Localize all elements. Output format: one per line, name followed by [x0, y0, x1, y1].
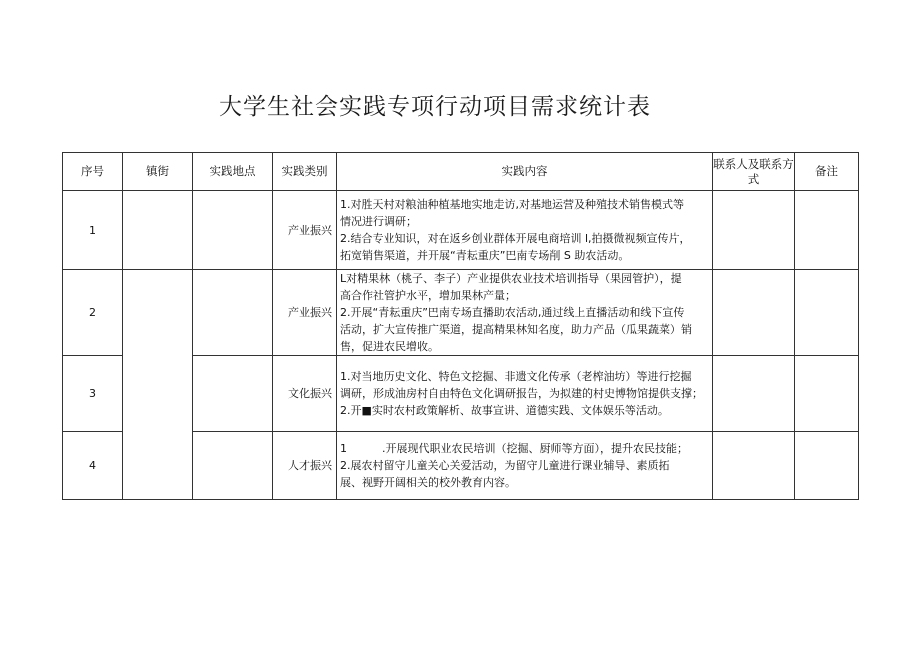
header-town: 镇街: [123, 153, 193, 191]
content-line: 售，促进农民增收。: [340, 340, 439, 353]
category-cell: 产业振兴: [273, 191, 337, 270]
header-location: 实践地点: [193, 153, 273, 191]
content-line: 1.对当地历史文化、特色文挖掘、非遗文化传承（老榨油坊）等进行挖掘: [340, 370, 692, 383]
location-cell: [193, 191, 273, 270]
town-cell: [123, 191, 193, 270]
table-header-row: [63, 153, 859, 191]
content-cell: [337, 191, 713, 270]
content-cell: [337, 356, 713, 432]
town-cell: [123, 270, 193, 500]
content-line: 拓宽销售渠道，并开展“青耘重庆”巴南专场削 S 助农活动。: [340, 249, 630, 262]
content-line: 2.结合专业知识，对在返乡创业群体开展电商培训 l,拍摄微视频宣传片，: [340, 232, 691, 245]
remark-cell: [795, 270, 859, 356]
content-line: 2.开■实时农村政策解析、故事宣讲、道德实践、文体娱乐等活动。: [340, 404, 669, 417]
requirements-table: [62, 152, 859, 500]
location-cell: [193, 356, 273, 432]
row-number: 3: [63, 356, 123, 432]
content-line: 1.对胜天村对粮油种植基地实地走访,对基地运营及种殖技术销售模式等: [340, 198, 684, 211]
remark-cell: [795, 191, 859, 270]
category-cell: 人才振兴: [273, 432, 337, 500]
location-cell: [193, 432, 273, 500]
row-number: 4: [63, 432, 123, 500]
header-content: 实践内容: [337, 153, 713, 191]
content-cell: [337, 270, 713, 356]
content-line: 展、视野开阔相关的校外教育内容。: [340, 476, 516, 489]
content-line: 2.开展“青耘重庆”巴南专场直播助农活动,通过线上直播活动和线下宣传: [340, 306, 685, 319]
table-row: [63, 270, 859, 356]
contact-cell: [713, 432, 795, 500]
contact-cell: [713, 191, 795, 270]
table-row: [63, 191, 859, 270]
content-line: 活动，扩大宣传推广渠道，提高精果林知名度，助力产品（瓜果蔬菜）销: [340, 323, 692, 336]
contact-cell: [713, 270, 795, 356]
category-cell: 文化振兴: [273, 356, 337, 432]
document-title: 大学生社会实践专项行动项目需求统计表: [219, 94, 651, 120]
header-category: 实践类别: [273, 153, 337, 191]
content-line: 高合作社管护水平，增加果林产量；: [340, 289, 516, 302]
row-number: 2: [63, 270, 123, 356]
content-line: 1 .开展现代职业农民培训（挖掘、厨师等方面），提升农民技能；: [340, 442, 688, 455]
location-cell: [193, 270, 273, 356]
header-serial-number: 序号: [63, 153, 123, 191]
category-cell: 产业振兴: [273, 270, 337, 356]
header-remark: 备注: [795, 153, 859, 191]
header-contact: 联系人及联系方式: [713, 153, 795, 191]
content-line: 2.展农村留守儿童关心关爱活动，为留守儿童进行课业辅导、素质拓: [340, 459, 670, 472]
content-cell: [337, 432, 713, 500]
contact-cell: [713, 356, 795, 432]
remark-cell: [795, 432, 859, 500]
content-line: 调研，形成油房村自由特色文化调研报告，为拟建的村史博物馆提供支撑；: [340, 387, 703, 400]
remark-cell: [795, 356, 859, 432]
content-line: 情况进行调研；: [340, 215, 417, 228]
content-line: L对精果林（桃子、李子）产业提供农业技术培训指导（果园管护），提: [340, 272, 682, 285]
row-number: 1: [63, 191, 123, 270]
